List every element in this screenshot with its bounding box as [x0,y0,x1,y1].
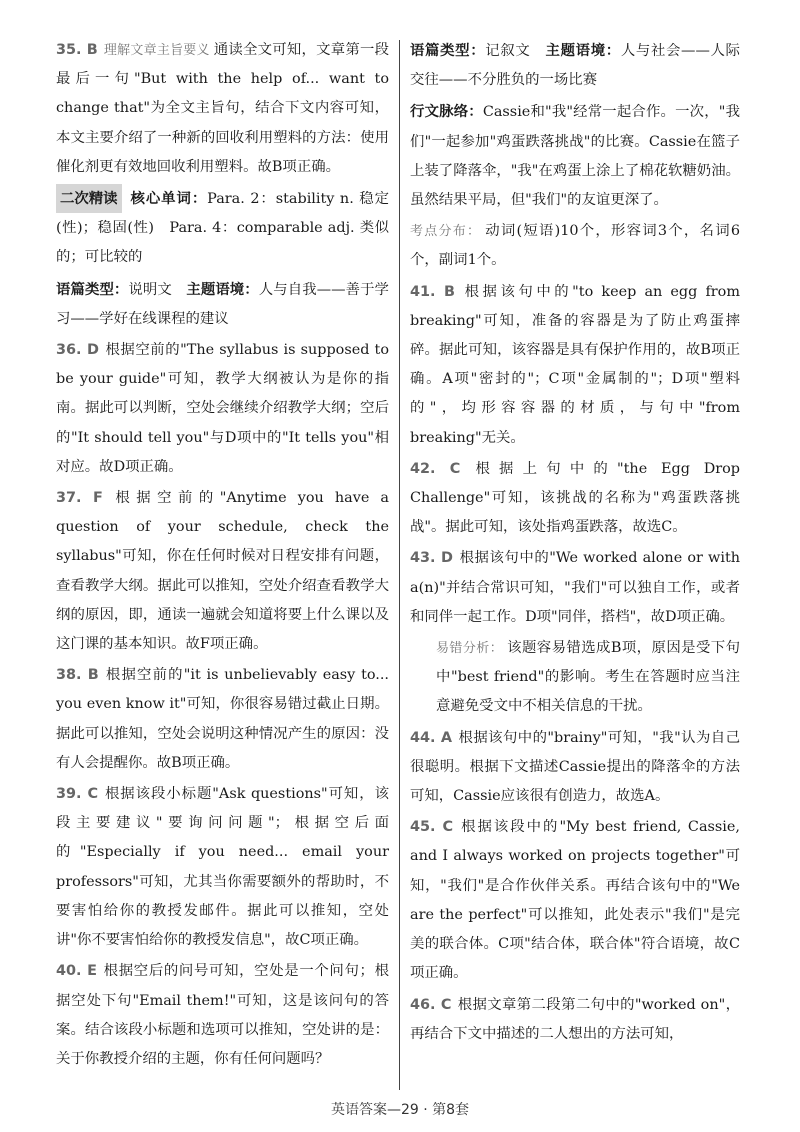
text-genre [56,275,389,334]
core-words-label: 核心单词： [129,190,208,208]
answer-37 [56,484,389,659]
theme-value: 人与社会——人际交往——不分胜负的一场比赛 [410,43,740,89]
question-number: 39. C [56,786,99,803]
answer-41 [410,278,740,453]
answer-43 [410,544,740,632]
question-number: 46. C [410,996,452,1013]
answer-text: 根据空后的问号可知，空处是一个问句；根据空处下句"Email them!"可知，这是该问句的答案。结合该段小标题和选项可以推知，空处讲的是：关于你教授介绍的主题，你有任何问题吗？ [56,963,389,1067]
question-number: 36. D [56,342,99,359]
answer-text: 根据该段中的"My best friend, Cassie, and I always worked on projects together"可知，"我们"是合作伙伴关系。再结合该句中的"We are the perfect"可以推知，此处表示"我们"是完美的联合体。C项"结合体，联合体"符合语境，故C项正确。 [410,819,740,982]
answer-text: 根据文章第二段第二句中的"worked on"，再结合下文中描述的二人想出的方法可知， [410,996,740,1042]
test-point-distribution [410,217,740,275]
theme-value: 人与自我——善于学习——学好在线课程的建议 [56,281,389,327]
left-column [56,36,389,1076]
answer-38 [56,661,389,778]
column-divider [399,40,400,1090]
theme-label: 主题语境： [186,280,259,298]
answer-text: 根据该句中的"We worked alone or with a(n)"并结合常识可知，"我们"可以独自工作，或者和同伴一起工作。D项"同伴，搭档"，故D项正确。 [410,550,740,625]
answer-36 [56,336,389,482]
text-genre [410,36,740,95]
answer-45 [410,813,740,988]
second-reading-badge: 二次精读 [56,184,122,213]
answer-text: 通读全文可知，文章第一段最后一句"But with the help of... want to change that"为全文主旨句，结合下文内容可知，本文主要介绍了一种新的回收利用塑料的方法：使用催化剂更有效地回收利用塑料。故B项正确。 [56,42,389,175]
question-number: 44. A [410,729,453,746]
question-number: 45. C [410,819,454,836]
answer-text: 根据该段小标题"Ask questions"可知，该段主要建议"要询问问题"；根据空后面的"Especially if you need... email your professors"可知，尤其当你需要额外的帮助时，不要害怕给你的教授发邮件。据此可以推知，空处讲"你不要害怕给你的教授发信息"，故C项正确。 [56,786,389,949]
answer-text: 根据该句中的"brainy"可知，"我"认为自己很聪明。根据下文描述Cassie提出的降落伞的方法可知，Cassie应该很有创造力，故选A。 [410,729,741,805]
answer-40 [56,957,389,1074]
text-context [410,97,740,215]
answer-42 [410,455,740,543]
question-number: 40. E [56,963,97,980]
answer-39 [56,780,389,955]
answer-46 [410,991,740,1049]
question-tag: 理解文章主旨要义 [103,43,210,58]
right-column [410,36,740,1051]
answer-text: 根据空前的"The syllabus is supposed to be your guide"可知，教学大纲被认为是你的指南。据此可以判断，空处会继续介绍教学大纲；空后的"It should tell you"与D项中的"It tells you"相对应。故D项正确。 [56,342,389,475]
second-reading [56,184,389,273]
context-text: Cassie和"我"经常一起合作。一次，"我们"一起参加"鸡蛋跌落挑战"的比赛。Cassie在篮子上装了降落伞，"我"在鸡蛋上涂上了棉花软糖奶油。虽然结果平局，但"我们"的友谊更深了。 [410,104,740,209]
answer-35 [56,36,389,182]
page-footer: 英语答案—29 · 第8套 [330,1102,470,1118]
analysis-text: 动词(短语)10个，形容词3个，名词6个，副词1个。 [410,223,740,269]
answer-text: 根据该句中的"to keep an egg from breaking"可知，准备的容器是为了防止鸡蛋摔碎。据此可知，该容器是具有保护作用的，故B项正确。A项"密封的"；C项"金属制的"；D项"塑料的"，均形容容器的材质，与句中"from breaking"无关。 [410,283,740,446]
genre-label: 语篇类型： [56,280,129,298]
genre-value: 记叙文 [485,43,531,59]
genre-value: 说明文 [128,281,172,298]
question-number: 37. F [56,490,103,507]
genre-label: 语篇类型： [410,42,486,59]
question-number: 38. B [56,667,99,684]
error-analysis-text: 该题容易错选成B项，原因是受下句中"best friend"的影响。考生在答题时应当注意避免受文中不相关信息的干扰。 [436,640,740,715]
answer-text: 根据空前的"it is unbelievably easy to... you even know it"可知，你很容易错过截止日期。据此可以推知，空处会说明这种情况产生的原因：没有人会提醒你。故B项正确。 [56,667,389,771]
question-number: 41. B [410,283,456,300]
answer-text: 根据上句中的"the Egg Drop Challenge"可知，该挑战的名称为"鸡蛋跌落挑战"。据此可知，该处指鸡蛋跌落，故选C。 [410,460,740,536]
question-number: 43. D [410,550,454,567]
core-words-text: Para. 2：stability n. 稳定(性)；稳固(性) Para. 4：comparable adj. 类似的；可比较的 [56,191,389,266]
theme-label: 主题语境： [545,42,621,59]
error-analysis-label: 易错分析： [436,641,504,657]
context-label: 行文脉络： [410,103,483,121]
analysis-label: 考点分布： [410,224,482,240]
answer-text: 根据空前的"Anytime you have a question of your schedule, check the syllabus"可知，你在任何时候对日程安排有问题，查看教学大纲。据此可以推知，空处介绍查看教学大纲的原因，即，通读一遍就会知道将要上什么课以及这门课的基本知识。故F项正确。 [56,490,389,653]
answer-44 [410,724,740,812]
question-number: 42. C [410,460,461,477]
question-number: 35. B [56,42,98,58]
error-analysis [410,634,740,722]
